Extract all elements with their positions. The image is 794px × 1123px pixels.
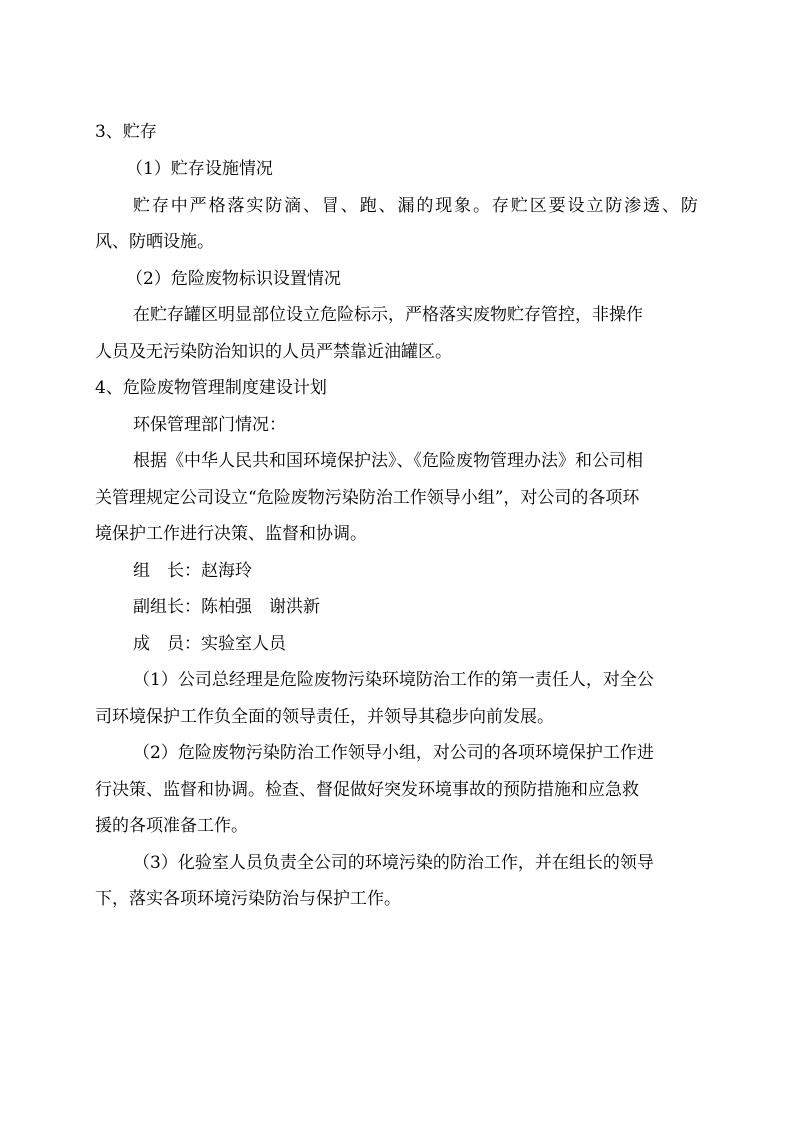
deputy-leader-row	[133, 595, 320, 619]
team-leader-row	[133, 559, 252, 583]
paragraph-line: 根据《中华人民共和国环境保护法》、《危险废物管理办法》和公司相	[133, 451, 643, 471]
section-heading-storage: 3、贮存	[95, 122, 157, 142]
members-row	[133, 632, 286, 656]
paragraph-line: 援的各项准备工作。	[95, 816, 248, 836]
deputy-leader-label: 副组长：	[133, 597, 201, 617]
section-heading-management-plan: 4、危险废物管理制度建设计划	[95, 378, 327, 398]
paragraph-line: 司环境保护工作负全面的领导责任，并领导其稳步向前发展。	[95, 707, 554, 727]
subheading-hazard-labels: （2）危险废物标识设置情况	[126, 269, 341, 289]
team-leader-label: 组 长：	[133, 561, 201, 581]
paragraph-line: （1）公司总经理是危险废物污染环境防治工作的第一责任人，对全公	[133, 670, 654, 690]
team-leader-value: 赵海玲	[201, 561, 252, 581]
paragraph-line: （3）化验室人员负责全公司的环境污染的防治工作，并在组长的领导	[133, 853, 654, 873]
deputy-leader-value: 陈柏强 谢洪新	[201, 597, 320, 617]
paragraph-line: 风、防晒设施。	[95, 232, 214, 252]
paragraph-line: 境保护工作进行决策、监督和协调。	[95, 524, 367, 544]
paragraph-line: 贮 存 中 严 格 落 实 防 滴 、 冒 、 跑 、 漏 的 现 象 。 存 贮 区 要 设 立 防 渗 透 、 防	[133, 196, 698, 216]
paragraph-line: 行决策、监督和协调。检查、督促做好突发环境事故的预防措施和应急救	[95, 780, 639, 800]
paragraph-line: 人员及无污染防治知识的人员严禁靠近油罐区。	[95, 342, 452, 362]
members-label: 成 员：	[133, 634, 201, 654]
paragraph-line: 下，落实各项环境污染防治与保护工作。	[95, 889, 401, 909]
department-title: 环保管理部门情况：	[133, 415, 286, 435]
subheading-storage-facilities: （1）贮存设施情况	[126, 159, 273, 179]
members-value: 实验室人员	[201, 634, 286, 654]
paragraph-line: （2）危险废物污染防治工作领导小组，对公司的各项环境保护工作进	[133, 743, 654, 763]
paragraph-line: 关管理规定公司设立“危险废物污染防治工作领导小组”，对公司的各项环	[95, 488, 640, 508]
paragraph-line: 在贮存罐区明显部位设立危险标示，严格落实废物贮存管控，非操作	[133, 305, 643, 325]
